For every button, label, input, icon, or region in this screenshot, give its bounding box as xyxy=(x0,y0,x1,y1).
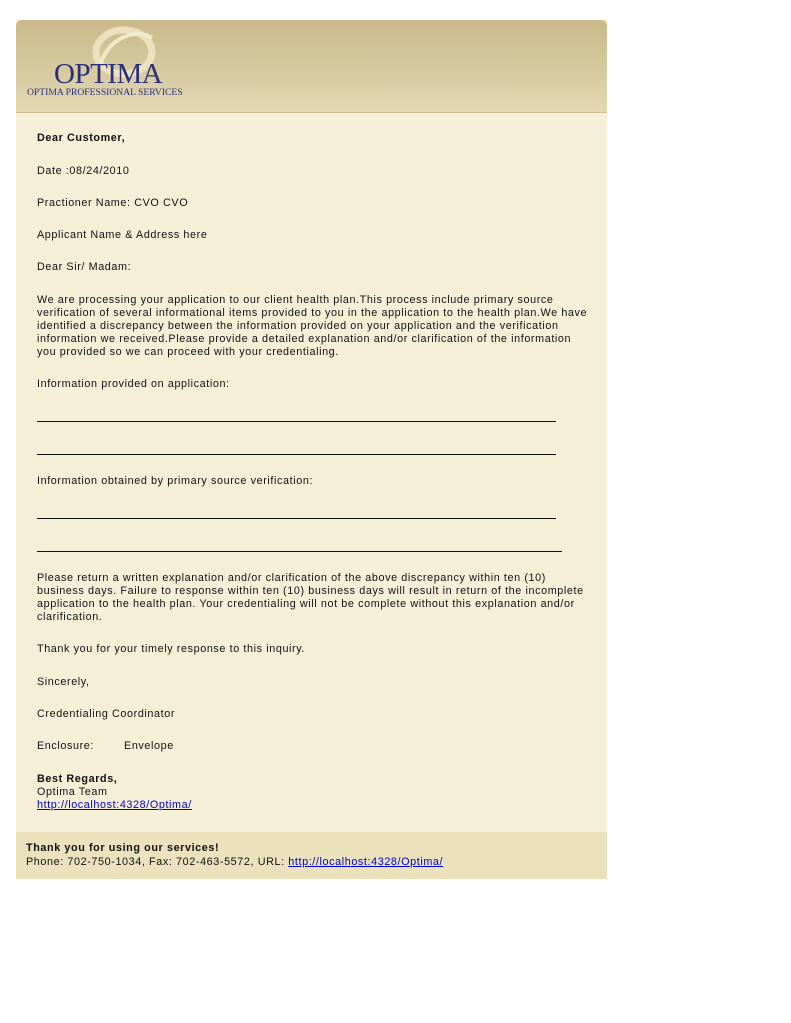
team-name: Optima Team xyxy=(37,786,108,798)
applicant-line: Applicant Name & Address here xyxy=(37,229,208,241)
thanks-line: Thank you for your timely response to this inquiry. xyxy=(37,643,306,655)
optima-logo xyxy=(26,26,196,108)
return-request-paragraph: Please return a written explanation and/or clarification of the above discrepancy within ten (10) business days. Failure to response within ten (10) business days will result in return of the incomplete application to the health plan. Your credentialing will not be complete without this explanation and/or clarification. xyxy=(37,572,584,623)
provided-line-2 xyxy=(37,454,556,455)
footer-contact xyxy=(26,856,443,868)
info-provided-label: Information provided on application: xyxy=(37,378,230,390)
letter-container xyxy=(16,20,607,879)
team-link[interactable]: http://localhost:4328/Optima/ xyxy=(37,799,192,811)
practioner-line: Practioner Name: CVO CVO xyxy=(37,197,189,209)
signer: Credentialing Coordinator xyxy=(37,708,176,720)
provided-line-1 xyxy=(37,421,556,422)
letter-footer xyxy=(16,832,607,879)
regards: Best Regards, xyxy=(37,773,118,785)
enclosure-value: Envelope xyxy=(124,740,174,752)
intro-paragraph: We are processing your application to our client health plan.This process include primary source verification of several informational items provided to you in the application to the health plan.We have identified a discrepancy between the information provided on your application and the verification information we received.Please provide a detailed explanation and/or clarification of the information you provided so we can proceed with your credentialing. xyxy=(37,294,588,358)
greeting: Dear Customer, xyxy=(37,132,126,144)
footer-url-link[interactable]: http://localhost:4328/Optima/ xyxy=(288,856,444,868)
team-link-line xyxy=(37,799,592,812)
enclosure-label: Enclosure: xyxy=(37,740,95,752)
footer-contact-text: Phone: 702-750-1034, Fax: 702-463-5572, URL: xyxy=(26,856,289,868)
logo-name: OPTIMA xyxy=(54,58,163,90)
enclosure-line xyxy=(37,740,592,753)
letter-header xyxy=(16,20,607,113)
obtained-line-2 xyxy=(37,551,562,552)
footer-thanks: Thank you for using our services! xyxy=(26,842,220,854)
closing: Sincerely, xyxy=(37,676,90,688)
obtained-line-1 xyxy=(37,518,556,519)
info-obtained-label: Information obtained by primary source verification: xyxy=(37,475,314,487)
date-line: Date :08/24/2010 xyxy=(37,165,130,177)
salutation: Dear Sir/ Madam: xyxy=(37,261,132,273)
logo-subtitle: OPTIMA PROFESSIONAL SERVICES xyxy=(27,87,183,98)
